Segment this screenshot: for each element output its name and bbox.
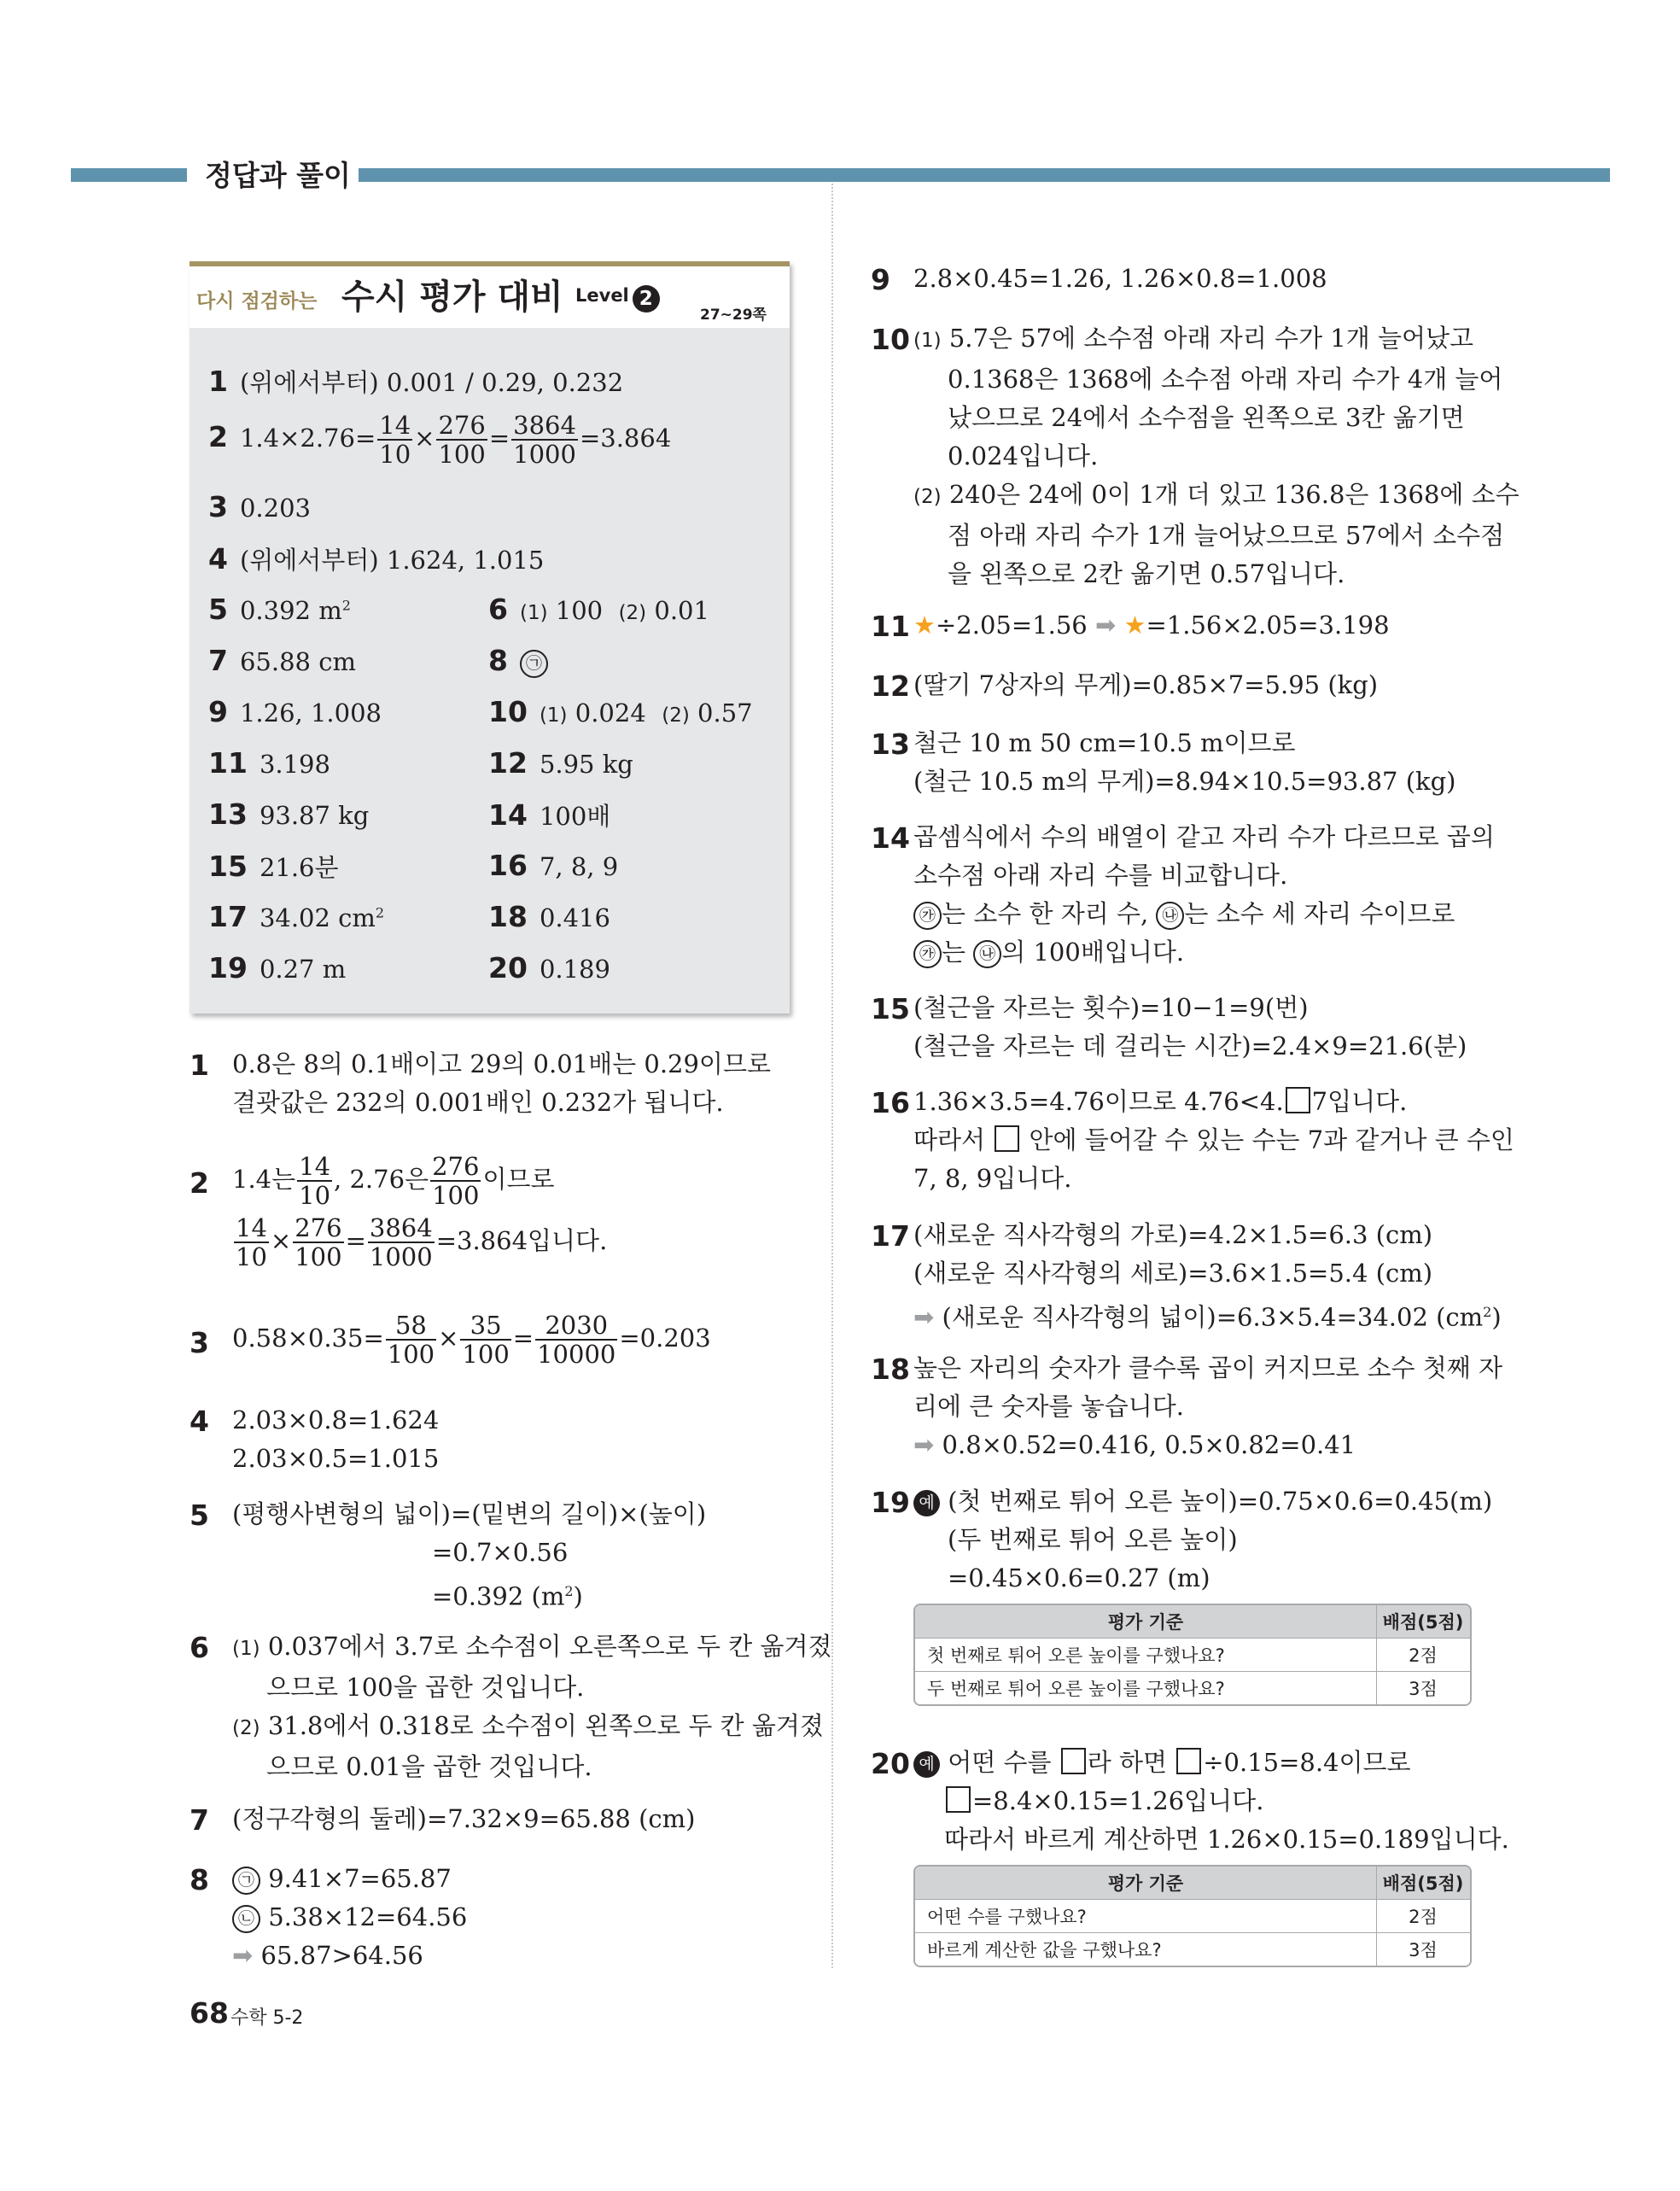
fraction: $\frac{3864}{1000}$ bbox=[369, 1213, 433, 1271]
explanation-15: (철근을 자르는 횟수)=10−1=9(번) (철근을 자르는 데 걸리는 시간)=2.4×9=21.6(분) bbox=[913, 993, 1467, 1060]
example-badge: 예 bbox=[913, 1751, 940, 1778]
explanation-number: 4 bbox=[190, 1405, 209, 1438]
explanation-number: 1 bbox=[190, 1049, 209, 1082]
blank-box bbox=[1061, 1748, 1086, 1774]
explanation-number: 13 bbox=[871, 727, 910, 761]
explanation-14: 곱셈식에서 수의 배열이 같고 자리 수가 다르므로 곱의 소수점 아래 자리 수를 비교합니다. ㉮ 는 소수 한 자리 수, ㉯ 는 소수 세 자리 수이므로 ㉮ 는 ㉯ 의 100배입니다. bbox=[913, 822, 1495, 967]
table-row: 어떤 수를 구했나요? 2점 bbox=[915, 1900, 1470, 1933]
summary-answer-13: 13 93.87 kg bbox=[208, 798, 370, 831]
page-header-title: 정답과 풀이 bbox=[205, 159, 351, 192]
summary-answer-9: 9 1.26, 1.008 bbox=[208, 695, 382, 728]
answer-summary-box bbox=[190, 261, 790, 1014]
summary-title: 수시 평가 대비 bbox=[341, 278, 563, 317]
summary-answer-12: 12 5.95 kg bbox=[488, 746, 633, 780]
explanation-17: (새로운 직사각형의 가로)=4.2×1.5=6.3 (cm) (새로운 직사각형의 세로)=3.6×1.5=5.4 (cm) ➡ (새로운 직사각형의 넓이)=6.3×5.4=34.02 $(cm^2)$ bbox=[913, 1220, 1502, 1332]
explanation-number: 5 bbox=[190, 1499, 209, 1532]
fraction: $\frac{14}{10}$ bbox=[379, 411, 411, 469]
table-row: 바르게 계산한 값을 구했나요? 3점 bbox=[915, 1933, 1470, 1966]
header-bar-left bbox=[71, 168, 187, 182]
summary-level bbox=[575, 285, 660, 313]
blank-box bbox=[1176, 1748, 1201, 1774]
grading-table-20: 평가 기준 배점(5점) 어떤 수를 구했나요? 2점 바르게 계산한 값을 구했나요? 3점 bbox=[913, 1865, 1472, 1967]
summary-answer-18: 18 0.416 bbox=[488, 900, 610, 933]
blank-box bbox=[995, 1125, 1019, 1152]
arrow-right-icon: ➡ bbox=[232, 1941, 254, 1970]
example-badge: 예 bbox=[913, 1490, 940, 1516]
explanation-16: 1.36×3.5=4.76이므로 4.76<4. 7입니다. 따라서 안에 들어갈 수 있는 수는 7과 같거나 큰 수인 7, 8, 9입니다. bbox=[913, 1087, 1514, 1193]
explanation-number: 16 bbox=[871, 1086, 910, 1119]
explanation-9: 2.8×0.45=1.26, 1.26×0.8=1.008 bbox=[913, 264, 1327, 293]
explanation-number: 2 bbox=[190, 1166, 209, 1200]
summary-answer-1: 1 (위에서부터) 0.001 / 0.29, 0.232 bbox=[208, 365, 624, 398]
explanation-12: (딸기 7상자의 무게)=0.85×7=5.95 (kg) bbox=[913, 670, 1379, 699]
explanation-number: 14 bbox=[871, 821, 910, 855]
page-number: 68 bbox=[190, 1996, 229, 2030]
explanation-6: (1) 0.037에서 3.7로 소수점이 오른쪽으로 두 칸 옮겨졌 으므로 100을 곱한 것입니다. (2) 31.8에서 0.318로 소수점이 왼쪽으로 두 칸 옮겨졌 으므로 0.01을 곱한 것입니다. bbox=[232, 1632, 832, 1781]
summary-answer-3: 3 0.203 bbox=[208, 490, 311, 523]
star-icon: ★ bbox=[913, 611, 936, 640]
arrow-right-icon: ➡ bbox=[913, 1430, 935, 1459]
explanation-number: 11 bbox=[871, 610, 910, 643]
arrow-right-icon: ➡ bbox=[1094, 611, 1117, 640]
explanation-number: 10 bbox=[871, 323, 910, 356]
table-row: 두 번째로 튀어 오른 높이를 구했나요? 3점 bbox=[915, 1672, 1470, 1704]
summary-answer-17: 17 34.02 $cm^2$ bbox=[208, 900, 385, 933]
fraction: $\frac{3864}{1000}$ bbox=[513, 411, 576, 469]
explanation-1: 0.8은 8의 0.1배이고 29의 0.01배는 0.29이므로 결괏값은 232의 0.001배인 0.232가 됩니다. bbox=[232, 1049, 771, 1117]
summary-answer-11: 11 3.198 bbox=[208, 746, 330, 780]
star-icon: ★ bbox=[1123, 611, 1146, 640]
fraction: $\frac{35}{100}$ bbox=[462, 1311, 510, 1369]
fraction: $\frac{2030}{10000}$ bbox=[537, 1311, 616, 1369]
summary-answer-7: 7 65.88 cm bbox=[208, 644, 356, 677]
explanation-number: 7 bbox=[190, 1803, 209, 1837]
summary-answer-5: 5 0.392 $m^2$ bbox=[208, 593, 351, 626]
summary-header bbox=[190, 266, 790, 328]
fraction: $\frac{58}{100}$ bbox=[387, 1311, 435, 1369]
summary-answer-8: 8 ㉠ bbox=[488, 644, 548, 678]
explanation-4: 2.03×0.8=1.624 2.03×0.5=1.015 bbox=[232, 1405, 440, 1473]
explanation-number: 17 bbox=[871, 1219, 910, 1253]
table-row: 첫 번째로 튀어 오른 높이를 구했나요? 2점 bbox=[915, 1639, 1470, 1672]
explanation-10: (1) 5.7은 57에 소수점 아래 자리 수가 1개 늘어났고 0.1368은 1368에 소수점 아래 자리 수가 4개 늘어 났으므로 24에서 소수점을 왼쪽으로 3칸 옮기면 0.024입니다. (2) 240은 24에 0이 1개 더 있고 136.8은 1368에 소수 점 아래 자리 수가 1개 늘어났으므로 57에서 소수점 을 왼쪽으로 2칸 옮기면 0.57입니다. bbox=[913, 324, 1520, 588]
book-title: 수학 5-2 bbox=[230, 2007, 304, 2029]
fraction: $\frac{276}{100}$ bbox=[432, 1152, 480, 1210]
summary-answer-20: 20 0.189 bbox=[488, 951, 610, 984]
summary-answer-16: 16 7, 8, 9 bbox=[488, 849, 619, 882]
explanation-number: 8 bbox=[190, 1863, 209, 1896]
summary-answer-15: 15 21.6분 bbox=[208, 850, 339, 883]
explanation-5: (평행사변형의 넓이)=(밑변의 길이)×(높이) =0.7×0.56 =0.392 $(m^2)$ bbox=[232, 1499, 707, 1611]
explanation-number: 12 bbox=[871, 669, 910, 703]
grading-table-19: 평가 기준 배점(5점) 첫 번째로 튀어 오른 높이를 구했나요? 2점 두 번째로 튀어 오른 높이를 구했나요? 3점 bbox=[913, 1604, 1472, 1706]
explanation-7: (정구각형의 둘레)=7.32×9=65.88 (cm) bbox=[232, 1804, 696, 1833]
explanation-2: 1.4는 $\frac{14}{10}$ , 2.76은 $\frac{276}{100}$ 이므로 $\frac{14}{10}$ × $\frac{276}{100}$ = $\frac{3864}{1000}$ =3.864입니다. bbox=[232, 1152, 608, 1271]
blank-box bbox=[1286, 1087, 1310, 1113]
header-bar-right bbox=[359, 168, 1610, 182]
explanation-number: 20 bbox=[871, 1747, 910, 1780]
summary-answer-2: 2 1.4×2.76= $\frac{14}{10}$ × $\frac{276}{100}$ = $\frac{3864}{1000}$ =3.864 bbox=[208, 411, 672, 469]
summary-pages: 27~29쪽 bbox=[700, 307, 767, 324]
explanation-18: 높은 자리의 숫자가 클수록 곱이 커지므로 소수 첫째 자 리에 큰 숫자를 놓습니다. ➡ 0.8×0.52=0.416, 0.5×0.82=0.41 bbox=[913, 1353, 1503, 1459]
summary-answer-6: 6 (1) 100 (2) 0.01 bbox=[488, 593, 709, 626]
explanation-20: 예 어떤 수를 라 하면 ÷0.15=8.4이므로 =8.4×0.15=1.26입니다. 따라서 바르게 계산하면 1.26×0.15=0.189입니다. bbox=[913, 1744, 1509, 1859]
explanation-number: 19 bbox=[871, 1486, 910, 1519]
explanation-number: 18 bbox=[871, 1353, 910, 1386]
explanation-11: ★÷2.05=1.56 ➡ ★=1.56×2.05=3.198 bbox=[913, 611, 1390, 640]
explanation-3: 0.58×0.35= $\frac{58}{100}$ × $\frac{35}{100}$ = $\frac{2030}{10000}$ =0.203 bbox=[232, 1311, 711, 1369]
explanation-number: 15 bbox=[871, 992, 910, 1025]
explanation-number: 9 bbox=[871, 263, 890, 296]
fraction: $\frac{276}{100}$ bbox=[295, 1213, 342, 1271]
summary-answer-19: 19 0.27 m bbox=[208, 951, 347, 984]
blank-box bbox=[946, 1786, 971, 1813]
fraction: $\frac{14}{10}$ bbox=[299, 1152, 331, 1210]
summary-answer-14: 14 100배 bbox=[488, 798, 611, 832]
summary-answer-4: 4 (위에서부터) 1.624, 1.015 bbox=[208, 542, 545, 576]
explanation-number: 3 bbox=[190, 1326, 209, 1359]
fraction: $\frac{14}{10}$ bbox=[236, 1213, 267, 1271]
explanation-19: 예 (첫 번째로 튀어 오른 높이)=0.75×0.6=0.45(m) (두 번째로 튀어 오른 높이) =0.45×0.6=0.27 (m) bbox=[913, 1482, 1492, 1598]
fraction: $\frac{276}{100}$ bbox=[438, 411, 486, 469]
level-label: Level bbox=[575, 285, 629, 306]
explanation-8: ㉠ 9.41×7=65.87 ㉡ 5.38×12=64.56 ➡ 65.87>64.56 bbox=[232, 1864, 468, 1970]
arrow-right-icon: ➡ bbox=[913, 1302, 935, 1332]
explanation-13: 철근 10 m 50 cm=10.5 m이므로 (철근 10.5 m의 무게)=8.94×10.5=93.87 (kg) bbox=[913, 728, 1456, 796]
summary-answer-10: 10 (1) 0.024 (2) 0.57 bbox=[488, 695, 753, 728]
explanation-number: 6 bbox=[190, 1631, 209, 1664]
level-number-badge: 2 bbox=[633, 285, 660, 313]
summary-subtitle: 다시 점검하는 bbox=[196, 290, 318, 313]
